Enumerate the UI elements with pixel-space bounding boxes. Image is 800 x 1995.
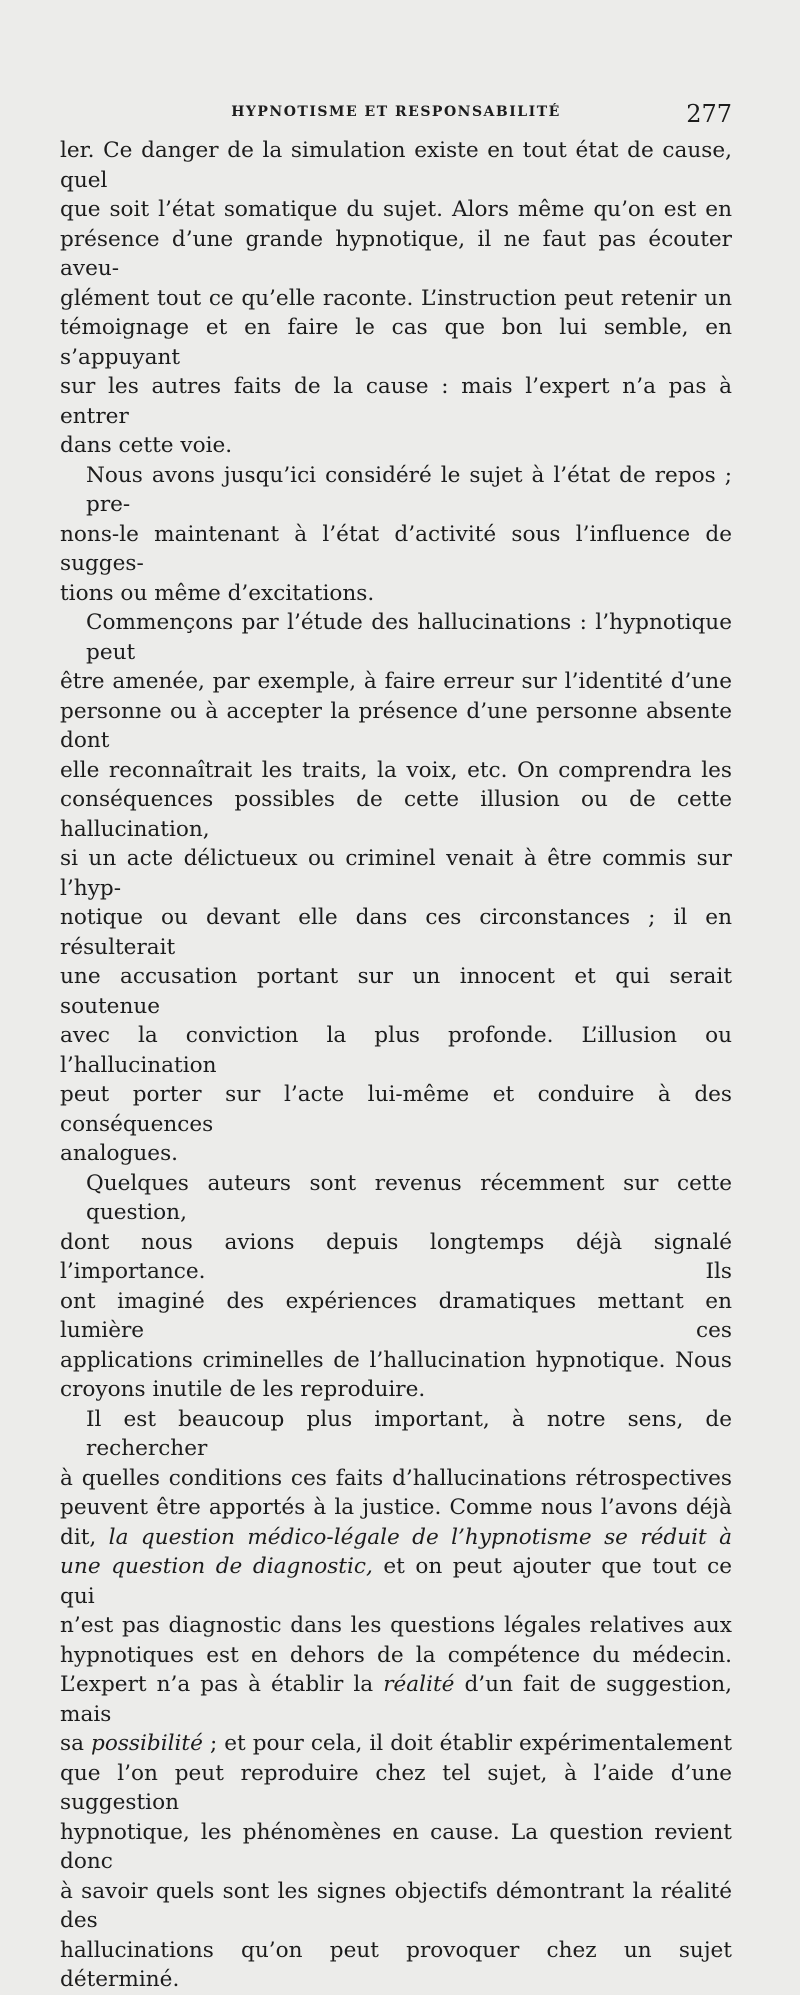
text-line: que soit l’état somatique du sujet. Alors même qu’on est en xyxy=(60,197,732,222)
text-line xyxy=(60,1670,732,1729)
text-line: à quelles conditions ces faits d’hallucinations rétrospectives xyxy=(60,1465,732,1491)
italic-run: possibilité xyxy=(91,1731,203,1756)
text-line: tions ou même d’excitations. xyxy=(60,580,375,606)
text-line: hypnotiques est en dehors de la compétence du médecin. xyxy=(60,1642,732,1668)
text-line: applications criminelles de l’hallucination hypnotique. Nous xyxy=(60,1347,732,1373)
text-run: et on peut ajouter que tout ce qui xyxy=(60,1554,732,1609)
text-run: sa xyxy=(60,1731,91,1756)
text-line: ont imaginé des expériences dramatiques mettant en lumière ces xyxy=(60,1288,732,1343)
text-line: notique ou devant elle dans ces circonstances ; il en résulterait xyxy=(60,905,732,960)
italic-run: réalité xyxy=(383,1672,455,1697)
text-line: que l’on peut reproduire chez tel sujet, à l’aide d’une suggestion xyxy=(60,1760,732,1815)
italic-run: une question de diagnostic, xyxy=(60,1554,373,1579)
text-line: être amenée, par exemple, à faire erreur sur l’identité d’une xyxy=(60,669,732,694)
text-line: n’est pas diagnostic dans les questions légales relatives aux xyxy=(60,1613,732,1638)
text-line: glément tout ce qu’elle raconte. L’instruction peut retenir un xyxy=(60,285,732,311)
text-line: hypnotique, les phénomènes en cause. La question revient donc xyxy=(60,1819,732,1874)
running-title: HYPNOTISME ET RESPONSABILITÉ xyxy=(231,104,561,120)
text-line: nons-le maintenant à l’état d’activité sous l’influence de sugges- xyxy=(60,521,732,576)
text-line: analogues. xyxy=(60,1141,179,1166)
text-line: hallucinations qu’on peut provoquer chez un sujet déterminé. xyxy=(60,1937,732,1992)
text-line: avec la conviction la plus profonde. L’illusion ou l’hallucination xyxy=(60,1023,732,1078)
text-run: d’un fait de suggestion, mais xyxy=(60,1672,732,1727)
text-line: peut porter sur l’acte lui-même et conduire à des conséquences xyxy=(60,1082,732,1137)
body-text xyxy=(60,136,732,1995)
text-line: croyons inutile de les reproduire. xyxy=(60,1377,426,1402)
text-line: Commençons par l’étude des hallucinations : l’hypnotique peut xyxy=(86,610,732,665)
text-line: personne ou à accepter la présence d’une personne absente dont xyxy=(60,698,732,753)
text-line: témoignage et en faire le cas que bon lui semble, en s’appuyant xyxy=(60,315,732,370)
text-line: sur les autres faits de la cause : mais l’expert n’a pas à entrer xyxy=(60,374,732,429)
text-run: ; et pour cela, il doit établir expérimentalement xyxy=(202,1731,733,1756)
text-line: Quelques auteurs sont revenus récemment sur cette question, xyxy=(86,1170,732,1225)
paragraph xyxy=(60,461,732,609)
text-line: peuvent être apportés à la justice. Comme nous l’avons déjà xyxy=(60,1495,732,1520)
text-line: conséquences possibles de cette illusion ou de cette hallucination, xyxy=(60,787,732,842)
text-line: Il est beaucoup plus important, à notre sens, de rechercher xyxy=(86,1406,732,1461)
text-line xyxy=(60,1729,732,1759)
page-number: 277 xyxy=(686,100,732,128)
text-line xyxy=(60,1552,732,1611)
text-line: Nous avons jusqu’ici considéré le sujet à l’état de repos ; pre- xyxy=(86,462,732,517)
text-line: dont nous avions depuis longtemps déjà signalé l’importance. Ils xyxy=(60,1229,732,1284)
paragraph xyxy=(60,608,732,1169)
paragraph xyxy=(60,136,732,461)
paragraph xyxy=(60,1405,732,1995)
text-line: présence d’une grande hypnotique, il ne faut pas écouter aveu- xyxy=(60,226,732,281)
paragraph xyxy=(60,1169,732,1405)
running-header xyxy=(60,100,732,130)
text-line: une accusation portant sur un innocent et qui serait soutenue xyxy=(60,964,732,1019)
text-line: si un acte délictueux ou criminel venait à être commis sur l’hyp- xyxy=(60,846,732,901)
text-line: dans cette voie. xyxy=(60,433,233,458)
text-line: ler. Ce danger de la simulation existe en tout état de cause, quel xyxy=(60,138,732,193)
text-line: elle reconnaîtrait les traits, la voix, etc. On comprendra les xyxy=(60,757,732,783)
text-line xyxy=(60,1523,732,1553)
text-run: dit, xyxy=(60,1524,109,1550)
text-run: L’expert n’a pas à établir la xyxy=(60,1672,384,1697)
text-line: à savoir quels sont les signes objectifs démontrant la réalité des xyxy=(60,1878,732,1933)
italic-run: la question médico-légale de l’hypnotisme se réduit à xyxy=(108,1524,732,1550)
